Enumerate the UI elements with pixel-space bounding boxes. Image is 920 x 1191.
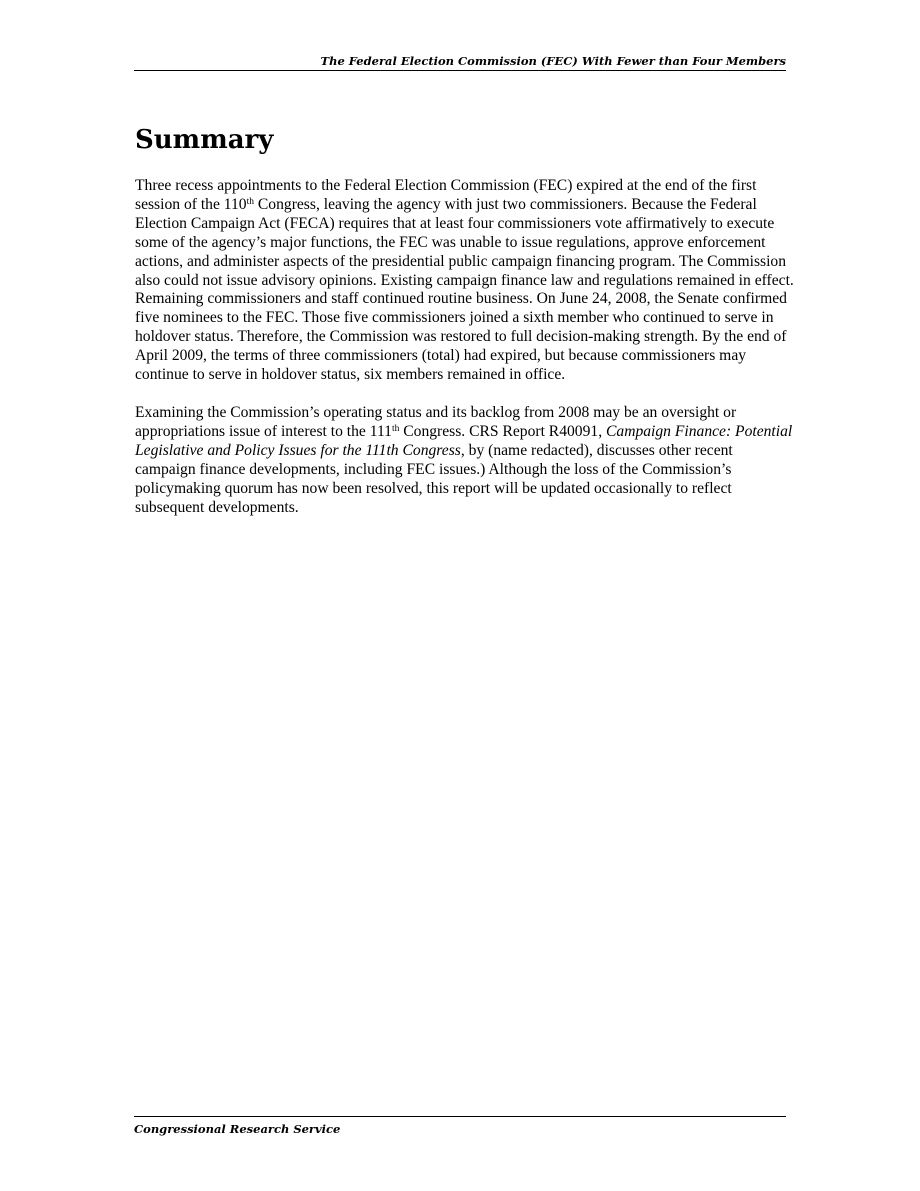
running-header-title: The Federal Election Commission (FEC) With Fewer than Four Members: [320, 54, 786, 68]
crs-report-title: Campaign Finance: Potential Legislative and Policy Issues for the 111th Congress: [135, 422, 793, 459]
ordinal-superscript: th: [246, 196, 254, 207]
summary-paragraph-1: [135, 177, 795, 385]
paragraph-2-text-b: Congress. CRS Report R40091,: [399, 422, 606, 440]
paragraph-1-text-b: Congress, leaving the agency with just two commissioners. Because the Federal Election Campaign Act (FECA) requires that at least four commissioners vote affirmatively to execute some of the agency’s major functions, the FEC was unable to issue regulations, approve enforcement actions, and administer aspects of the presidential public campaign financing program. The Commission also could not issue advisory opinions. Existing campaign finance law and regulations remained in effect. Remaining commissioners and staff continued routine business. On June 24, 2008, the Senate confirmed five nominees to the FEC. Those five commissioners joined a sixth member who continued to serve in holdover status. Therefore, the Commission was restored to full decision-making strength. By the end of April 2009, the terms of three commissioners (total) had expired, but because commissioners may continue to serve in holdover status, six members remained in office.: [135, 195, 794, 384]
running-footer: [134, 1116, 786, 1136]
summary-body: [135, 177, 795, 517]
section-title: Summary: [135, 125, 274, 155]
paragraph-1-text-a: Three recess appointments to the Federal Election Commission (FEC) expired at the end of the first session of the 110: [135, 177, 757, 213]
ordinal-superscript: th: [391, 423, 400, 434]
paragraph-2-text-c: , by (name redacted), discusses other recent campaign finance developments, including FEC issues.) Although the loss of the Commission’s policymaking quorum has now been resolved, this report will be updated occasionally to reflect subsequent developments.: [135, 441, 733, 516]
running-header: [134, 54, 786, 71]
footer-organization: Congressional Research Service: [134, 1122, 341, 1136]
summary-paragraph-2: [135, 404, 795, 517]
paragraph-2-text-a: Examining the Commission’s operating status and its backlog from 2008 may be an oversight or appropriations issue of interest to the 111: [135, 403, 737, 440]
